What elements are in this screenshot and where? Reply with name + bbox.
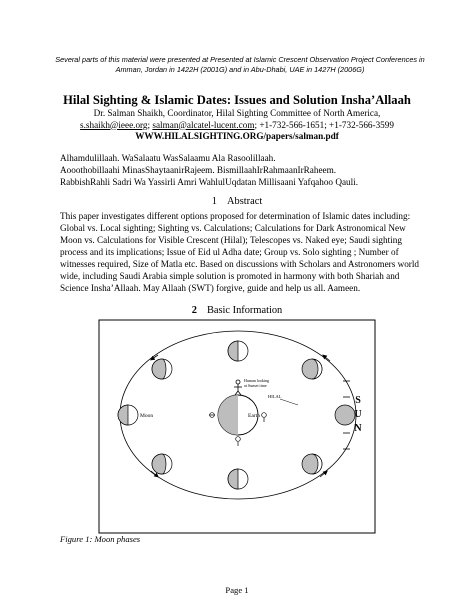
figure-caption: Figure 1: Moon phases	[60, 534, 141, 544]
author-contact	[20, 120, 454, 132]
opening-line-1: Alhamdulillaah. WaSalaatu WasSalaamu Ala Rasoolillaah.	[60, 153, 276, 163]
conference-note-line-1: Several parts of this material were presented at Presented at Islamic Crescent Observation Project Conferences in	[55, 55, 425, 64]
opening-supplication	[60, 152, 440, 188]
section-1-heading	[60, 196, 414, 207]
abstract-line: process and its implications; Issue of Eid ul Adha date; Group vs. Solo sighting ; Number of	[60, 247, 399, 257]
opening-line-3: RabbishRahli Sadri Wa Yassirli Amri WahlulUqdatan Millisaani Yafqahoo Qauli.	[60, 177, 359, 187]
paper-url[interactable]: WWW.HILALSIGHTING.ORG/papers/salman.pdf	[135, 131, 339, 142]
earth-label: Earth	[248, 413, 260, 419]
abstract-line: Global vs. Local sighting; Sighting vs. Calculations; Calculations for Dark Astronomical New	[60, 223, 406, 233]
phone-numbers: ; +1-732-566-1651; +1-732-566-3599	[254, 119, 394, 130]
moon-label: Moon	[140, 413, 154, 419]
abstract-line: Science Insha’Allaah. May Allaah (SWT) forgive, guide and help us all. Aameen.	[60, 283, 361, 293]
moon-phases-figure	[98, 319, 376, 534]
author-affiliation: Dr. Salman Shaikh, Coordinator, Hilal Sighting Committee of North America,	[93, 108, 381, 118]
sun-letter-n: N	[354, 423, 362, 434]
conference-note	[40, 55, 440, 75]
abstract-line: This paper investigates different options proposed for determination of Islamic dates including:	[60, 211, 411, 221]
abstract-paragraph	[60, 210, 422, 294]
human-label-line-2: at Sunset time	[244, 383, 267, 388]
conference-note-line-2: Amman, Jordan in 1422H (2001G) and in Abu-Dhabi, UAE in 1427H (2006G)	[115, 65, 365, 74]
page-number: Page 1	[225, 585, 249, 595]
abstract-line: Moon vs. Calculations for Visible Crescent (Hilal); Telescopes vs. Naked eye; Saudi sighting	[60, 235, 402, 245]
section-1-title: Abstract	[227, 196, 263, 207]
author-block	[20, 108, 454, 143]
email-link-ieee[interactable]: s.shaikh@ieee.org	[80, 119, 148, 130]
section-1-number: 1	[211, 196, 217, 207]
section-2-title: Basic Information	[206, 305, 283, 316]
human-label-line-1: Human looking	[244, 378, 269, 383]
sun-letter-s: S	[355, 395, 361, 406]
sun-letter-u: U	[354, 409, 362, 420]
opening-line-2: Aooothobillaahi MinasShaytaanirRajeem. BismillaahIrRahmaanIrRaheem.	[60, 165, 337, 175]
paper-title: Hilal Sighting & Islamic Dates: Issues and Solution Insha’Allaah	[63, 93, 411, 107]
hilal-label: HILAL	[268, 394, 282, 399]
email-link-alcatel[interactable]: salman@alcatel-lucent.com	[152, 119, 255, 130]
section-2-heading	[60, 305, 414, 316]
abstract-line: wide, including Saudi Arabia simple solution is promoted in harmony with both Shariah and	[60, 271, 400, 281]
email-separator: ;	[147, 119, 153, 130]
section-2-number: 2	[191, 305, 197, 316]
abstract-line: witnesses required, Size of Matla etc. Based on discussions with Scholars and Astronomers world	[60, 259, 420, 269]
